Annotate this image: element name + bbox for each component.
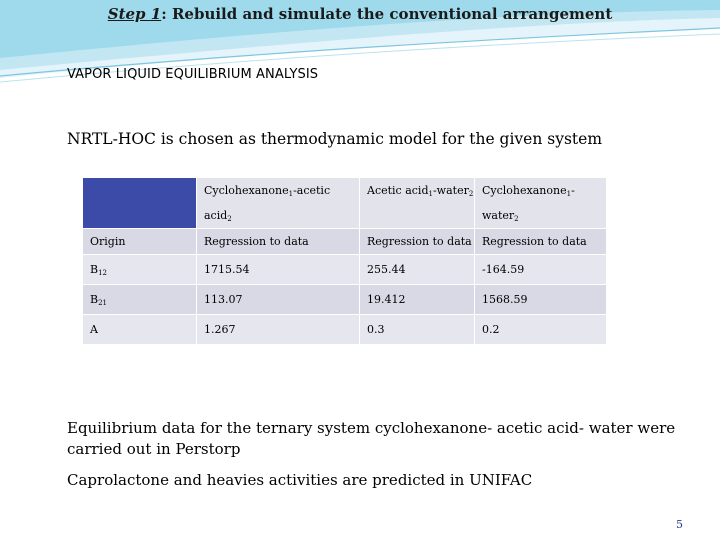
- table-cell: 1568.59: [475, 285, 607, 315]
- row-label: A: [83, 315, 197, 345]
- row-label: $B_{12}$: [83, 255, 197, 285]
- table-cell: Regression to data: [197, 229, 360, 255]
- row-label: $B_{21}$: [83, 285, 197, 315]
- table-cell: 1.267: [197, 315, 360, 345]
- nrtl-parameters-table: [82, 177, 607, 345]
- table-cell: Regression to data: [475, 229, 607, 255]
- table-cell: 1715.54: [197, 255, 360, 285]
- title-text: : Rebuild and simulate the conventional arrangement: [161, 5, 613, 23]
- section-subtitle: VAPOR LIQUID EQUILIBRIUM ANALYSIS: [67, 67, 319, 82]
- table-cell: 255.44: [360, 255, 475, 285]
- header-cell: Cyclohexanone$_1$-acetic acid$_2$: [197, 178, 360, 229]
- equilibrium-paragraph: Equilibrium data for the ternary system cyclohexanone- acetic acid- water were carried out in Perstorp: [67, 419, 676, 458]
- corner-cell: [83, 178, 197, 229]
- table-cell: -164.59: [475, 255, 607, 285]
- intro-text: NRTL-HOC is chosen as thermodynamic model for the given system: [67, 130, 603, 148]
- header-cell: Cyclohexanone$_1$-water$_2$: [475, 178, 607, 229]
- table-row-origin: [83, 229, 607, 255]
- table-cell: 0.2: [475, 315, 607, 345]
- table-row: [83, 285, 607, 315]
- table-header-row: [83, 178, 607, 229]
- unifac-paragraph: Caprolactone and heavies activities are predicted in UNIFAC: [67, 471, 533, 489]
- row-label: Origin: [83, 229, 197, 255]
- table-cell: 19.412: [360, 285, 475, 315]
- table-row: [83, 255, 607, 285]
- table-cell: 113.07: [197, 285, 360, 315]
- table-cell: 0.3: [360, 315, 475, 345]
- table-cell: Regression to data: [360, 229, 475, 255]
- table-row: [83, 315, 607, 345]
- page-number: 5: [676, 518, 683, 531]
- header-cell: Acetic acid$_1$-water$_2$: [360, 178, 475, 229]
- slide-title: [0, 5, 720, 23]
- title-step: Step 1: [107, 5, 162, 23]
